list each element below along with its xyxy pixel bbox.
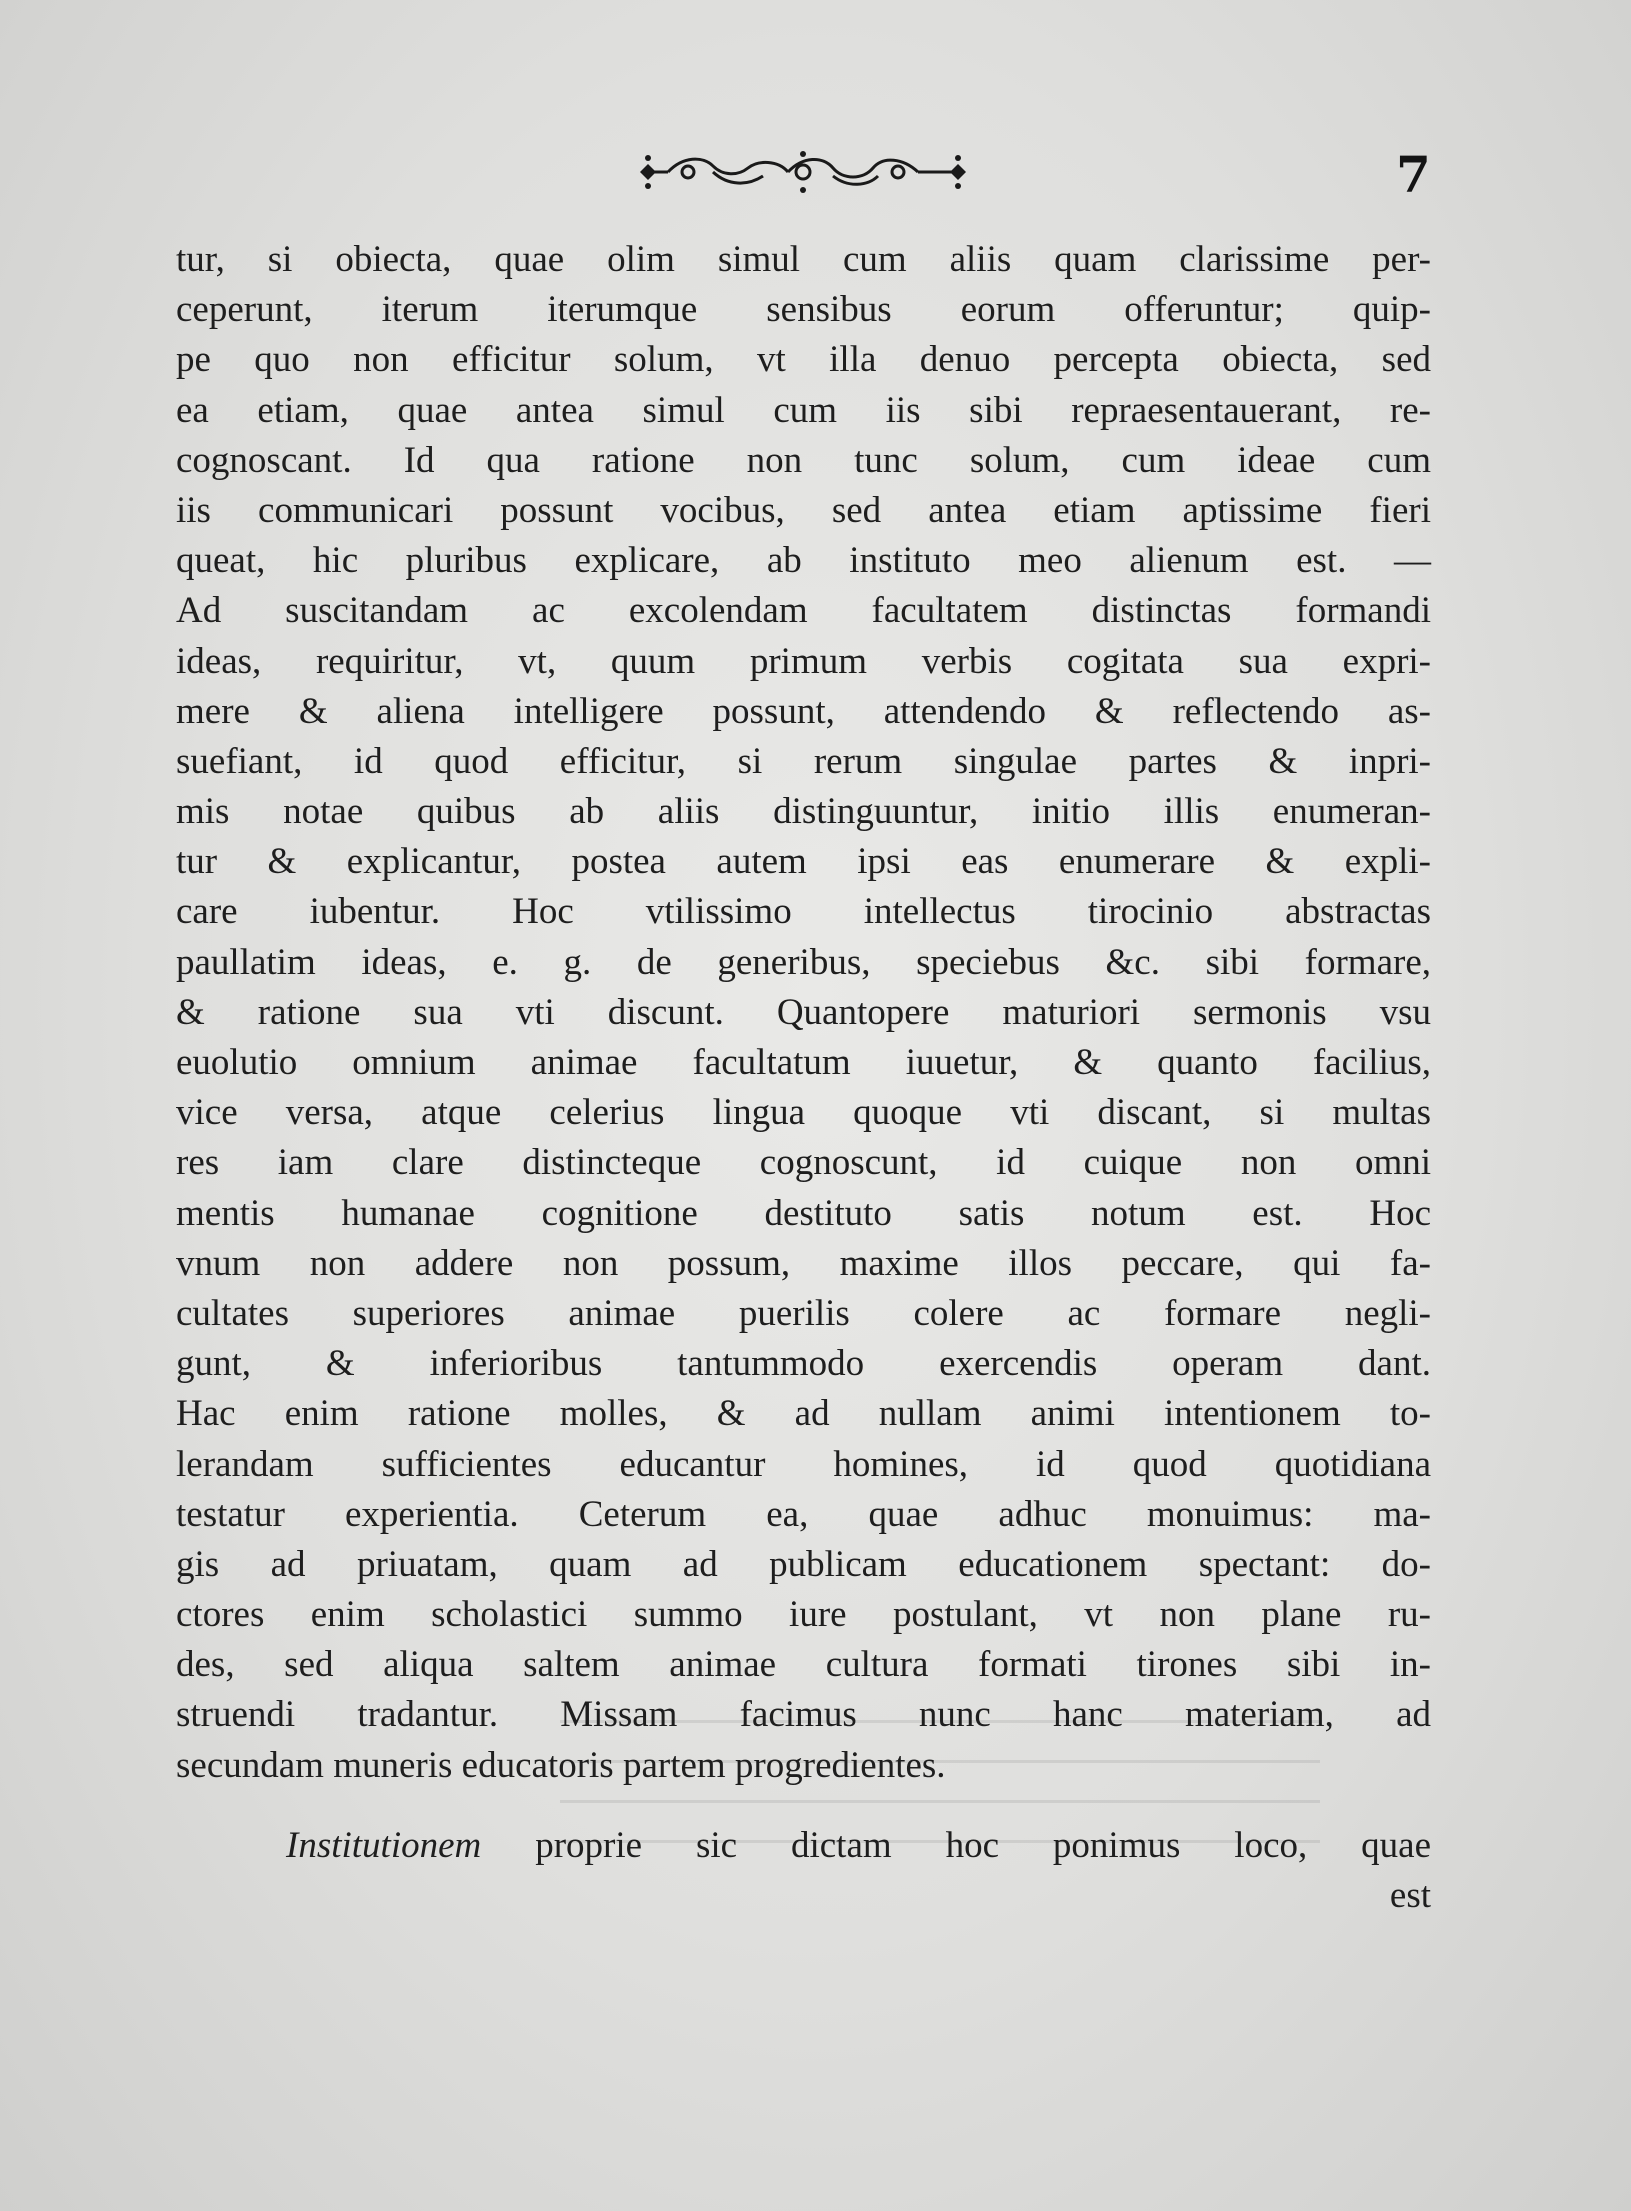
text-line: care iubentur. Hoc vtilissimo intellectus tirocinio abstractas	[176, 891, 1431, 933]
text-line: gunt, & inferioribus tantummodo exercendis operam dant.	[176, 1343, 1431, 1385]
text-line: paullatim ideas, e. g. de generibus, speciebus &c. sibi formare,	[176, 941, 1431, 983]
paragraph-2-rest: proprie sic dictam hoc ponimus loco, quae	[535, 1824, 1431, 1866]
text-line: gis ad priuatam, quam ad publicam educationem spectant: do-	[176, 1543, 1431, 1585]
catchword: est	[1389, 1875, 1431, 1916]
text-line: testatur experientia. Ceterum ea, quae adhuc monuimus: ma-	[176, 1493, 1431, 1535]
paragraph-1	[176, 235, 1431, 1791]
text-line: euolutio omnium animae facultatum iuuetur, & quanto facilius,	[176, 1042, 1431, 1083]
text-line: ideas, requiritur, vt, quum primum verbis cogitata sua expri-	[176, 640, 1431, 682]
text-line: ceperunt, iterum iterumque sensibus eorum offeruntur; quip-	[176, 289, 1431, 331]
text-line: Hac enim ratione molles, & ad nullam animi intentionem to-	[176, 1393, 1431, 1435]
text-line: vnum non addere non possum, maxime illos peccare, qui fa-	[176, 1242, 1431, 1284]
text-line	[176, 1821, 1431, 1871]
text-line: cognoscant. Id qua ratione non tunc solum, cum ideae cum	[176, 439, 1431, 481]
text-line: tur, si obiecta, quae olim simul cum aliis quam clarissime per-	[176, 239, 1431, 280]
text-line: des, sed aliqua saltem animae cultura formati tirones sibi in-	[176, 1644, 1431, 1686]
text-line: cultates superiores animae puerilis colere ac formare negli-	[176, 1292, 1431, 1334]
italic-lead-word: Institutionem	[286, 1824, 482, 1866]
text-line: lerandam sufficientes educantur homines, id quod quotidiana	[176, 1443, 1431, 1485]
text-line: ctores enim scholastici summo iure postulant, vt non plane ru-	[176, 1594, 1431, 1636]
text-line: suefiant, id quod efficitur, si rerum singulae partes & inpri-	[176, 740, 1431, 782]
text-line: Ad suscitandam ac excolendam facultatem distinctas formandi	[176, 590, 1431, 632]
text-line: mere & aliena intelligere possunt, attendendo & reflectendo as-	[176, 690, 1431, 732]
text-line: tur & explicantur, postea autem ipsi eas enumerare & expli-	[176, 841, 1431, 883]
text-line: res iam clare distincteque cognoscunt, id cuique non omni	[176, 1142, 1431, 1184]
text-line: ea etiam, quae antea simul cum iis sibi repraesentauerant, re-	[176, 389, 1431, 431]
text-line: secundam muneris educatoris partem progredientes.	[176, 1744, 946, 1786]
text-line: iis communicari possunt vocibus, sed antea etiam aptissime fieri	[176, 489, 1431, 531]
body-text	[176, 235, 1431, 1921]
page-number: 7	[1396, 145, 1431, 204]
text-line: pe quo non efficitur solum, vt illa denuo percepta obiecta, sed	[176, 339, 1431, 381]
text-line: mis notae quibus ab aliis distinguuntur, initio illis enumeran-	[176, 791, 1431, 833]
headpiece-ornament-icon	[628, 146, 978, 198]
paragraph-2	[176, 1821, 1431, 1871]
text-line: struendi tradantur. Missam facimus nunc hanc materiam, ad	[176, 1694, 1431, 1736]
paragraph-gap	[176, 1791, 1431, 1821]
text-line: & ratione sua vti discunt. Quantopere maturiori sermonis vsu	[176, 991, 1431, 1033]
text-line: queat, hic pluribus explicare, ab instituto meo alienum est. —	[176, 540, 1431, 582]
text-line: vice versa, atque celerius lingua quoque vti discant, si multas	[176, 1092, 1431, 1134]
text-line: mentis humanae cognitione destituto satis notum est. Hoc	[176, 1192, 1431, 1234]
